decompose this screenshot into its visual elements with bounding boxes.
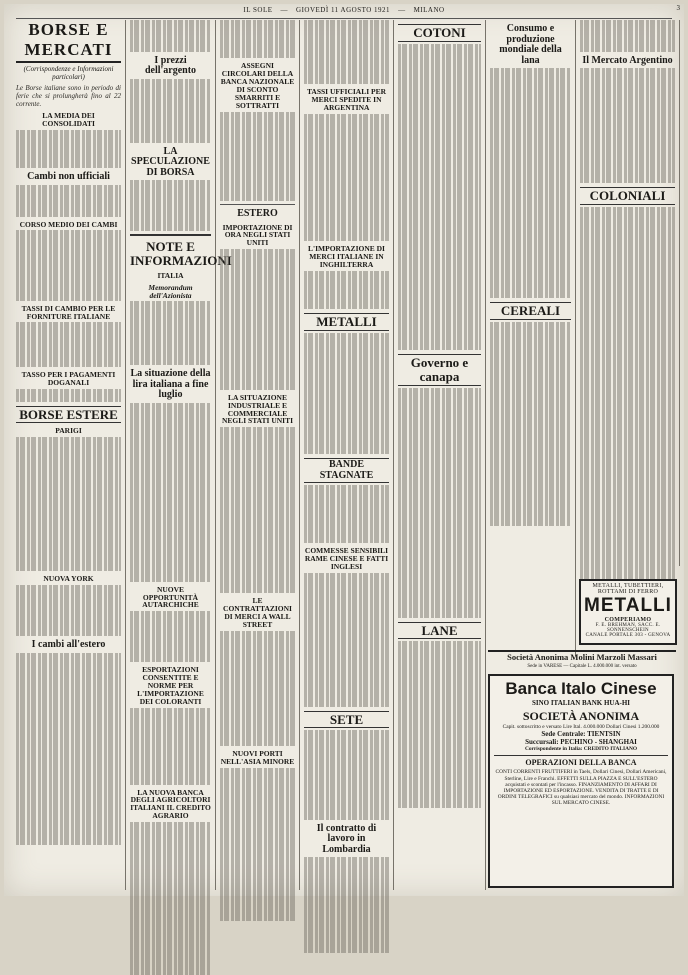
table-block bbox=[16, 322, 121, 367]
text-block bbox=[304, 20, 389, 84]
heading-consumo-lana: Consumo e produzione mondiale della lana bbox=[499, 23, 562, 66]
column-note bbox=[126, 20, 232, 890]
text-block bbox=[304, 485, 389, 543]
heading-nuovi-porti: NUOVI PORTI NELL'ASIA MINORE bbox=[220, 748, 295, 766]
text-block bbox=[130, 180, 211, 231]
ad-banca-subtitle: SINO ITALIAN BANK HUA-HI bbox=[531, 699, 631, 707]
heading-mercato-argentino: Il Mercato Argentino bbox=[582, 54, 673, 66]
heading-memorandum: Memorandum dell'Azionista bbox=[148, 282, 193, 300]
heading-contratto-lombardia: Il contratto di lavoro in Lombardia bbox=[316, 822, 377, 855]
text-block bbox=[130, 708, 211, 785]
section-title-borse-mercati: BORSE E MERCATI bbox=[16, 20, 121, 63]
heading-pagamenti: TASSO PER I PAGAMENTI DOGANALI bbox=[21, 370, 116, 388]
ad-banca-corrispondente: Corrispondente in Italia: CREDITO ITALIANO bbox=[524, 746, 638, 753]
advertisement-banca-italo-cinese bbox=[488, 674, 674, 888]
subtitle: (Corrispondenze e Informazioni particolari) bbox=[23, 65, 114, 81]
heading-commesse: COMMESSE SENSIBILI RAME CINESE E FATTI INGLESI bbox=[304, 545, 389, 571]
heading-note-informazioni: NOTE E INFORMAZIONI bbox=[130, 239, 232, 269]
city: MILANO bbox=[413, 6, 445, 14]
text-block bbox=[16, 130, 121, 168]
heading-situazione-industriale: LA SITUAZIONE INDUSTRIALE E COMMERCIALE NEGLI STATI UNITI bbox=[222, 392, 293, 426]
heading-borse-estere: BORSE ESTERE bbox=[16, 406, 121, 424]
text-block bbox=[490, 68, 571, 298]
paper-name: IL SOLE bbox=[243, 6, 273, 14]
text-block bbox=[16, 185, 121, 217]
text-block bbox=[130, 301, 211, 365]
heading-importazioni-inghilterra: L'IMPORTAZIONE DI MERCI ITALIANE IN INGHILTERRA bbox=[308, 244, 385, 270]
heading-importazione: IMPORTAZIONE DI ORA NEGLI STATI UNITI bbox=[222, 222, 293, 248]
column-cotoni bbox=[394, 20, 486, 890]
text-block bbox=[220, 427, 295, 593]
text-block bbox=[220, 631, 295, 746]
ad-metalli-firm: F. E. BREHMAN, SACC. E. SONNENSCHEIN bbox=[595, 623, 661, 633]
heading-speculazione: LA SPECULAZIONE DI BORSA bbox=[131, 145, 210, 178]
table-block bbox=[16, 437, 121, 571]
heading-corso-medio: CORSO MEDIO DEI CAMBI bbox=[19, 219, 118, 229]
heading-credito-agrario: LA NUOVA BANCA DEGLI AGRICOLTORI ITALIANI IL CREDITO AGRARIO bbox=[130, 787, 211, 821]
text-block bbox=[304, 271, 389, 309]
ad-banca-succursali: Succursali: PECHINO - SHANGHAI bbox=[525, 738, 637, 747]
text-block bbox=[490, 322, 571, 527]
table-block bbox=[580, 207, 675, 597]
ad-banca-body: CONTI CORRENTI FRUTTIFERI in Taels, Dollari Cinesi, Dollari Americani, Sterline, Lire e Franchi. EFFETTI SULLA PIAZZA E SULL'ESTERO acquistati e scontati per l'incasso. FINANZIAMENTO DI AFFARI DI IMPORTAZIONE ED ESPORTAZIONE. VENDITA DI TRATTE E DI ORDINI TELEGRAFICI su qualsiasi mercato del mondo. INFORMAZIONI SUL MERCATO CINESE. bbox=[495, 769, 667, 807]
ad-banca-title: Banca Italo Cinese bbox=[505, 679, 657, 698]
ad-metalli-tagline: METALLI, TUBETTIERI, ROTTAMI DI FERRO bbox=[592, 583, 664, 595]
table-block bbox=[580, 20, 675, 52]
ad-banca-operazioni: OPERAZIONI DELLA BANCA bbox=[494, 755, 668, 767]
page-number: 3 bbox=[676, 4, 680, 12]
heading-estero: ESTERO bbox=[237, 208, 278, 220]
heading-cereali: CEREALI bbox=[490, 302, 571, 320]
text-block bbox=[130, 20, 211, 52]
heading-parigi: PARIGI bbox=[55, 426, 82, 436]
table-block bbox=[16, 653, 121, 845]
table-block bbox=[398, 641, 481, 807]
heading-consolidati: LA MEDIA DEI CONSOLIDATI bbox=[42, 111, 95, 128]
table-block bbox=[16, 230, 121, 300]
text-block bbox=[130, 79, 211, 143]
notice-molini bbox=[488, 650, 676, 671]
text-block bbox=[220, 112, 295, 201]
intro-paragraph: Le Borse italiane sono in periodo di ferie che si prolungherà fino al 22 corrente. bbox=[16, 84, 121, 108]
column-estero bbox=[216, 20, 300, 890]
table-block bbox=[220, 249, 295, 390]
notice-molini-title: Società Anonima Molini Marzoli Massari bbox=[507, 652, 657, 662]
heading-bande-stagnate: BANDE STAGNATE bbox=[304, 458, 389, 483]
text-block bbox=[398, 388, 481, 618]
heading-tassi-argentina: TASSI UFFICIALI PER MERCI SPEDITE IN ARGENTINA bbox=[306, 86, 387, 112]
heading-nuove-opportunita: NUOVE OPPORTUNITÀ AUTARCHICHE bbox=[142, 584, 199, 610]
heading-contrattazioni: LE CONTRATTAZIONI DI MERCI A WALL STREET bbox=[223, 596, 292, 630]
column-borse bbox=[12, 20, 126, 890]
table-block bbox=[304, 573, 389, 707]
heading-sete: SETE bbox=[304, 711, 389, 729]
ad-banca-societa: SOCIETÀ ANONIMA bbox=[522, 709, 640, 723]
text-block bbox=[220, 768, 295, 921]
heading-lane: LANE bbox=[398, 622, 481, 640]
heading-governo-canapa: Governo e canapa bbox=[398, 354, 481, 385]
heading-new-york: NUOVA YORK bbox=[43, 574, 94, 584]
text-block bbox=[304, 730, 389, 819]
heading-assegni: ASSEGNI CIRCOLARI DELLA BANCA NAZIONALE DI SCONTO SMARRITI E SOTTRATTI bbox=[220, 61, 295, 110]
heading-tassi: TASSI DI CAMBIO PER LE FORNITURE ITALIANE bbox=[21, 303, 116, 321]
text-block bbox=[220, 20, 295, 58]
text-block bbox=[304, 857, 389, 953]
newspaper-page bbox=[4, 4, 684, 896]
table-block bbox=[16, 585, 121, 636]
notice-molini-sub: Sede in VARESE — Capitale L. 4.000.000 int. versato bbox=[527, 664, 637, 669]
column-metalli bbox=[300, 20, 394, 890]
table-block bbox=[304, 333, 389, 454]
text-block bbox=[130, 403, 211, 582]
text-block bbox=[130, 822, 211, 975]
ad-metalli-sub: COMPERIAMO bbox=[604, 617, 652, 623]
text-block bbox=[130, 611, 211, 662]
advertisement-metalli bbox=[579, 579, 677, 645]
ad-banca-sede: Sede Centrale: TIENTSIN bbox=[541, 730, 621, 739]
heading-prezzi-argento: I prezzi dell'argento bbox=[144, 54, 197, 77]
heading-coloniali: COLONIALI bbox=[580, 187, 675, 205]
heading-situazione-lira: La situazione della lira italiana a fine luglio bbox=[130, 368, 211, 401]
heading-cambi: Cambi non ufficiali bbox=[27, 171, 110, 183]
heading-italia: ITALIA bbox=[157, 270, 184, 280]
table-block bbox=[304, 114, 389, 242]
heading-cambi-estero: I cambi all'estero bbox=[31, 639, 106, 651]
heading-esportazioni: ESPORTAZIONI CONSENTITE E NORME PER L'IMPORTAZIONE DEI COLORANTI bbox=[137, 665, 204, 706]
text-block bbox=[16, 389, 121, 402]
ad-banca-capital: Capit. sottoscritto e versato Lire Ital. 4.000.000 Dollari Cinesi 1.200.000 bbox=[502, 724, 660, 730]
table-block bbox=[580, 68, 675, 183]
text-block bbox=[398, 44, 481, 351]
column-argentino-coloniali bbox=[576, 20, 680, 566]
column-lana-cereali bbox=[486, 20, 576, 656]
heading-metalli: METALLI bbox=[304, 313, 389, 331]
heading-cotoni: COTONI bbox=[398, 24, 481, 42]
issue-date: GIOVEDÌ 11 AGOSTO 1921 bbox=[296, 6, 391, 14]
masthead: IL SOLE — GIOVEDÌ 11 AGOSTO 1921 — MILANO bbox=[16, 6, 672, 19]
ad-metalli-title: METALLI bbox=[584, 595, 672, 616]
ad-metalli-address: CANALE PORTALE 303 - GENOVA bbox=[585, 633, 671, 638]
